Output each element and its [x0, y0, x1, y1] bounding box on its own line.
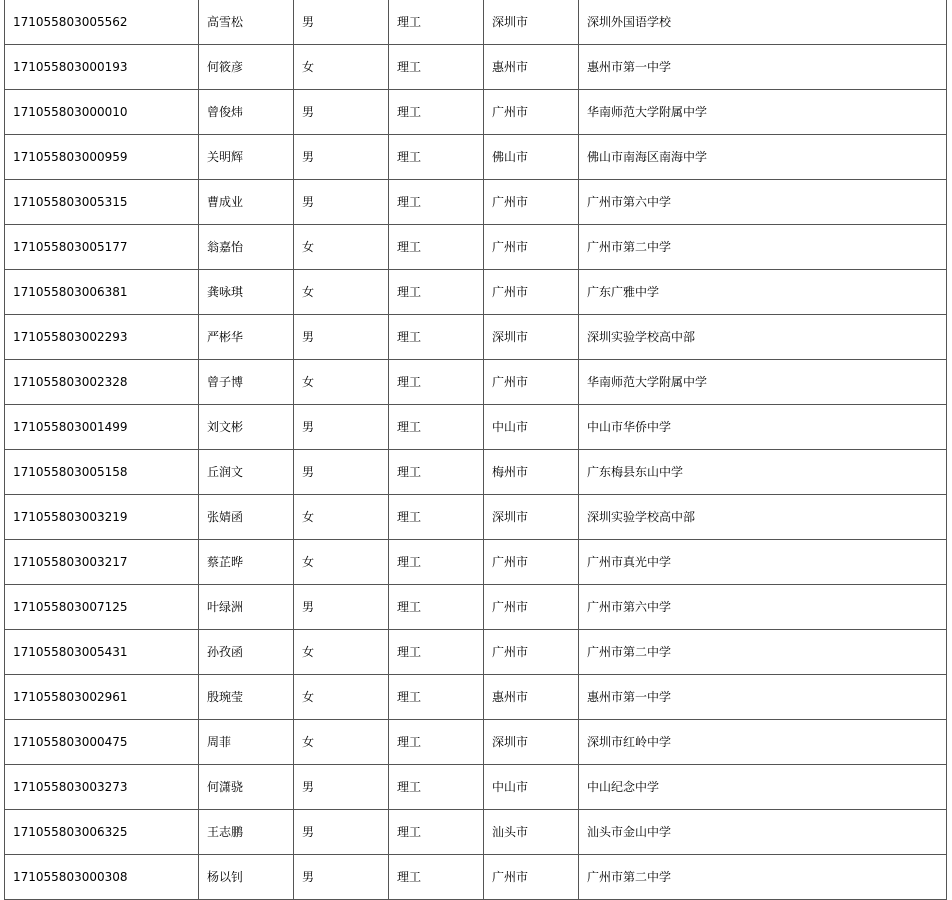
table-row: [5, 90, 947, 135]
city-cell: 深圳市: [484, 0, 579, 45]
category-cell: 理工: [389, 450, 484, 495]
category-cell: 理工: [389, 720, 484, 765]
candidate-id-cell: 171055803001499: [5, 405, 199, 450]
candidate-id-cell: 171055803006325: [5, 810, 199, 855]
school-cell: 华南师范大学附属中学: [579, 360, 947, 405]
city-cell: 广州市: [484, 90, 579, 135]
candidate-id-cell: 171055803000959: [5, 135, 199, 180]
candidate-id-cell: 171055803006381: [5, 270, 199, 315]
student-name-cell: 丘润文: [199, 450, 294, 495]
student-name-cell: 何潇骁: [199, 765, 294, 810]
school-cell: 深圳市红岭中学: [579, 720, 947, 765]
school-cell: 广州市第六中学: [579, 180, 947, 225]
table-row: [5, 495, 947, 540]
candidate-id-cell: 171055803003273: [5, 765, 199, 810]
city-cell: 汕头市: [484, 810, 579, 855]
table-row: [5, 0, 947, 45]
category-cell: 理工: [389, 495, 484, 540]
school-cell: 深圳外国语学校: [579, 0, 947, 45]
category-cell: 理工: [389, 225, 484, 270]
student-name-cell: 严彬华: [199, 315, 294, 360]
candidate-id-cell: 171055803003219: [5, 495, 199, 540]
student-name-cell: 周菲: [199, 720, 294, 765]
student-name-cell: 龚咏琪: [199, 270, 294, 315]
gender-cell: 女: [294, 360, 389, 405]
candidate-id-cell: 171055803002961: [5, 675, 199, 720]
candidate-id-cell: 171055803002328: [5, 360, 199, 405]
category-cell: 理工: [389, 315, 484, 360]
candidate-id-cell: 171055803000010: [5, 90, 199, 135]
candidate-id-cell: 171055803007125: [5, 585, 199, 630]
gender-cell: 女: [294, 630, 389, 675]
category-cell: 理工: [389, 765, 484, 810]
table-row: [5, 45, 947, 90]
city-cell: 惠州市: [484, 45, 579, 90]
table-row: [5, 270, 947, 315]
table-row: [5, 315, 947, 360]
school-cell: 广州市第六中学: [579, 585, 947, 630]
student-name-cell: 曾子博: [199, 360, 294, 405]
student-name-cell: 孙孜函: [199, 630, 294, 675]
student-name-cell: 何筱彦: [199, 45, 294, 90]
candidate-id-cell: 171055803000475: [5, 720, 199, 765]
table-row: [5, 720, 947, 765]
gender-cell: 男: [294, 180, 389, 225]
roster-body: [5, 0, 947, 900]
city-cell: 广州市: [484, 360, 579, 405]
category-cell: 理工: [389, 0, 484, 45]
school-cell: 广州市第二中学: [579, 855, 947, 900]
city-cell: 广州市: [484, 180, 579, 225]
table-row: [5, 765, 947, 810]
gender-cell: 女: [294, 45, 389, 90]
city-cell: 深圳市: [484, 315, 579, 360]
candidate-id-cell: 171055803000193: [5, 45, 199, 90]
student-name-cell: 曾俊炜: [199, 90, 294, 135]
category-cell: 理工: [389, 855, 484, 900]
city-cell: 中山市: [484, 405, 579, 450]
school-cell: 中山市华侨中学: [579, 405, 947, 450]
school-cell: 广东梅县东山中学: [579, 450, 947, 495]
school-cell: 广州市第二中学: [579, 630, 947, 675]
category-cell: 理工: [389, 540, 484, 585]
student-name-cell: 杨以钊: [199, 855, 294, 900]
city-cell: 广州市: [484, 225, 579, 270]
school-cell: 汕头市金山中学: [579, 810, 947, 855]
school-cell: 深圳实验学校高中部: [579, 315, 947, 360]
city-cell: 广州市: [484, 540, 579, 585]
gender-cell: 男: [294, 585, 389, 630]
table-row: [5, 180, 947, 225]
school-cell: 中山纪念中学: [579, 765, 947, 810]
student-name-cell: 张婧函: [199, 495, 294, 540]
table-row: [5, 855, 947, 900]
table-row: [5, 585, 947, 630]
city-cell: 深圳市: [484, 720, 579, 765]
city-cell: 梅州市: [484, 450, 579, 495]
category-cell: 理工: [389, 90, 484, 135]
gender-cell: 男: [294, 765, 389, 810]
school-cell: 广东广雅中学: [579, 270, 947, 315]
city-cell: 中山市: [484, 765, 579, 810]
student-name-cell: 翁嘉怡: [199, 225, 294, 270]
student-name-cell: 关明辉: [199, 135, 294, 180]
school-cell: 广州市真光中学: [579, 540, 947, 585]
school-cell: 广州市第二中学: [579, 225, 947, 270]
gender-cell: 男: [294, 855, 389, 900]
gender-cell: 女: [294, 495, 389, 540]
candidate-id-cell: 171055803005562: [5, 0, 199, 45]
gender-cell: 男: [294, 450, 389, 495]
city-cell: 广州市: [484, 855, 579, 900]
candidate-id-cell: 171055803000308: [5, 855, 199, 900]
category-cell: 理工: [389, 270, 484, 315]
candidate-id-cell: 171055803003217: [5, 540, 199, 585]
table-row: [5, 630, 947, 675]
category-cell: 理工: [389, 135, 484, 180]
candidate-id-cell: 171055803005431: [5, 630, 199, 675]
table-row: [5, 810, 947, 855]
gender-cell: 女: [294, 540, 389, 585]
gender-cell: 女: [294, 720, 389, 765]
gender-cell: 男: [294, 0, 389, 45]
category-cell: 理工: [389, 180, 484, 225]
student-name-cell: 殷琬莹: [199, 675, 294, 720]
category-cell: 理工: [389, 810, 484, 855]
student-name-cell: 叶绿洲: [199, 585, 294, 630]
table-row: [5, 135, 947, 180]
table-row: [5, 225, 947, 270]
table-row: [5, 405, 947, 450]
gender-cell: 男: [294, 810, 389, 855]
school-cell: 华南师范大学附属中学: [579, 90, 947, 135]
candidate-id-cell: 171055803005158: [5, 450, 199, 495]
student-name-cell: 高雪松: [199, 0, 294, 45]
table-row: [5, 675, 947, 720]
gender-cell: 男: [294, 315, 389, 360]
category-cell: 理工: [389, 585, 484, 630]
city-cell: 广州市: [484, 270, 579, 315]
student-name-cell: 蔡芷晔: [199, 540, 294, 585]
city-cell: 广州市: [484, 630, 579, 675]
gender-cell: 男: [294, 405, 389, 450]
category-cell: 理工: [389, 675, 484, 720]
school-cell: 惠州市第一中学: [579, 45, 947, 90]
student-name-cell: 刘文彬: [199, 405, 294, 450]
school-cell: 佛山市南海区南海中学: [579, 135, 947, 180]
city-cell: 深圳市: [484, 495, 579, 540]
candidate-id-cell: 171055803005315: [5, 180, 199, 225]
category-cell: 理工: [389, 405, 484, 450]
city-cell: 佛山市: [484, 135, 579, 180]
category-cell: 理工: [389, 45, 484, 90]
gender-cell: 女: [294, 225, 389, 270]
student-name-cell: 王志鹏: [199, 810, 294, 855]
school-cell: 惠州市第一中学: [579, 675, 947, 720]
candidate-id-cell: 171055803002293: [5, 315, 199, 360]
gender-cell: 女: [294, 270, 389, 315]
category-cell: 理工: [389, 360, 484, 405]
gender-cell: 男: [294, 135, 389, 180]
gender-cell: 男: [294, 90, 389, 135]
student-name-cell: 曹成业: [199, 180, 294, 225]
table-row: [5, 450, 947, 495]
gender-cell: 女: [294, 675, 389, 720]
city-cell: 广州市: [484, 585, 579, 630]
candidate-id-cell: 171055803005177: [5, 225, 199, 270]
school-cell: 深圳实验学校高中部: [579, 495, 947, 540]
table-row: [5, 540, 947, 585]
category-cell: 理工: [389, 630, 484, 675]
table-row: [5, 360, 947, 405]
city-cell: 惠州市: [484, 675, 579, 720]
admission-roster-table: [4, 0, 947, 900]
